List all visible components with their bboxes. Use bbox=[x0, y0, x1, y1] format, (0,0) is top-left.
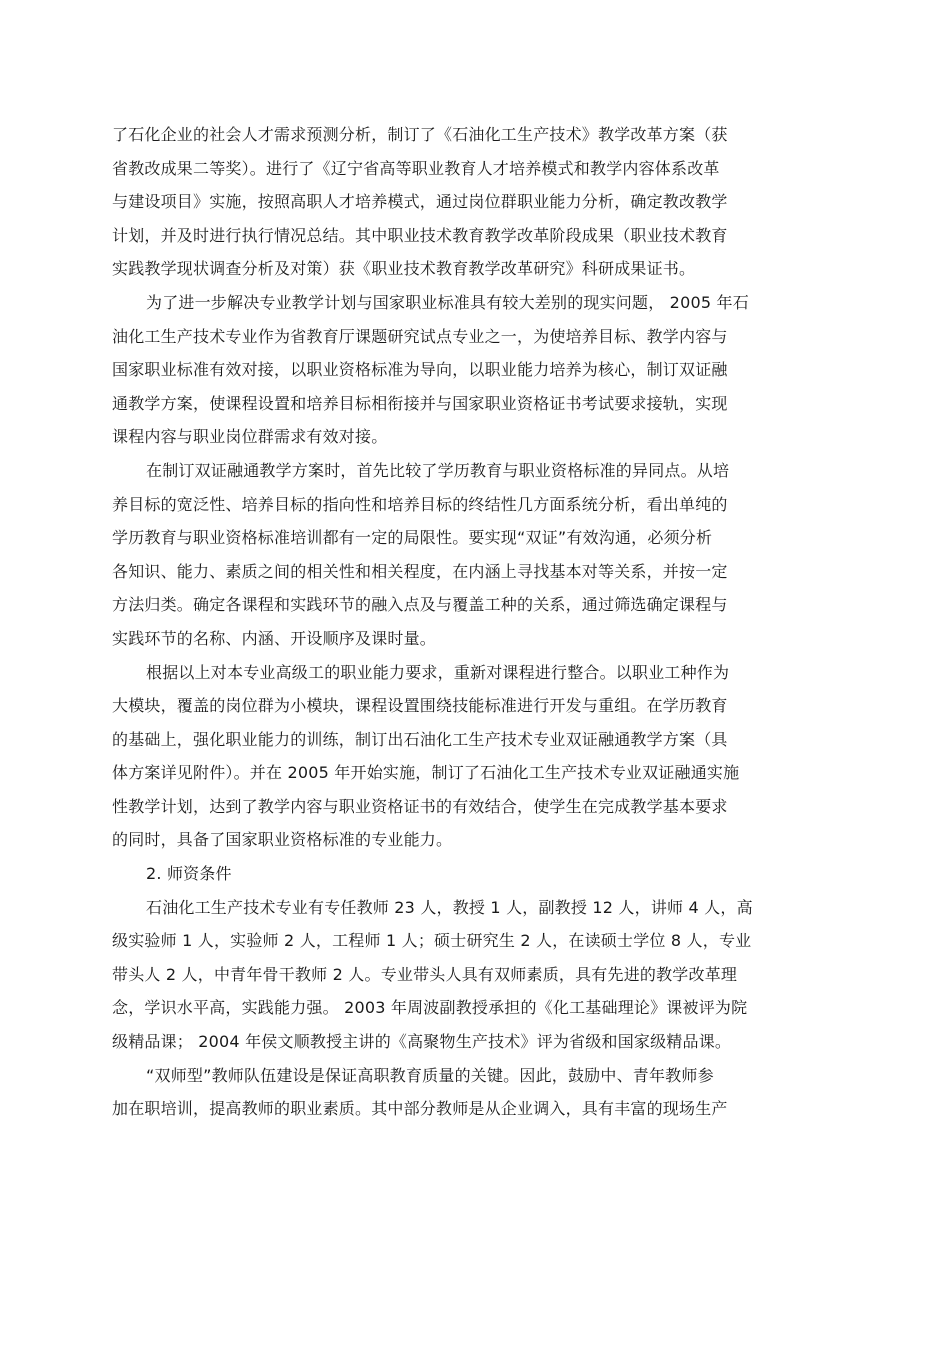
text-line: 与建设项目》实施，按照高职人才培养模式，通过岗位群职业能力分析，确定教改教学 bbox=[112, 192, 728, 212]
text-line: 大模块，覆盖的岗位群为小模块，课程设置围绕技能标准进行开发与重组。在学历教育 bbox=[112, 696, 728, 716]
text-line: 为了进一步解决专业教学计划与国家职业标准具有较大差别的现实问题， 2005 年石 bbox=[146, 292, 749, 312]
text-line: 方法归类。确定各课程和实践环节的融入点及与覆盖工种的关系，通过筛选确定课程与 bbox=[112, 595, 728, 615]
text-line: 石油化工生产技术专业有专任教师 23 人，教授 1 人，副教授 12 人，讲师 4 人，高 bbox=[146, 897, 753, 917]
text-line: 级实验师 1 人，实验师 2 人，工程师 1 人；硕士研究生 2 人，在读硕士学位 8 人，专业 bbox=[112, 931, 752, 951]
text-line: 带头人 2 人，中青年骨干教师 2 人。专业带头人具有双师素质，具有先进的教学改革理 bbox=[112, 964, 738, 984]
text-line: 念，学识水平高，实践能力强。 2003 年周波副教授承担的《化工基础理论》课被评为院 bbox=[112, 998, 748, 1018]
body-text bbox=[112, 118, 842, 1126]
text-line: 了石化企业的社会人才需求预测分析，制订了《石油化工生产技术》教学改革方案（获 bbox=[112, 125, 728, 144]
text-line: 省教改成果二等奖）。进行了《辽宁省高等职业教育人才培养模式和教学内容体系改革 bbox=[112, 158, 720, 178]
text-line: 实践教学现状调查分析及对策）获《职业技术教育教学改革研究》科研成果证书。 bbox=[112, 259, 696, 279]
text-line: “双师型”教师队伍建设是保证高职教育质量的关键。因此，鼓励中、青年教师参 bbox=[146, 1065, 714, 1085]
text-line: 2. 师资条件 bbox=[146, 864, 232, 884]
text-line: 通教学方案，使课程设置和培养目标相衔接并与国家职业资格证书考试要求接轨，实现 bbox=[112, 393, 728, 413]
text-line: 油化工生产技术专业作为省教育厅课题研究试点专业之一，为使培养目标、教学内容与 bbox=[112, 326, 728, 346]
text-line: 学历教育与职业资格标准培训都有一定的局限性。要实现“双证”有效沟通，必须分析 bbox=[112, 528, 713, 548]
text-line: 的同时，具备了国家职业资格标准的专业能力。 bbox=[112, 830, 453, 850]
text-line: 计划，并及时进行执行情况总结。其中职业技术教育教学改革阶段成果（职业技术教育 bbox=[112, 225, 728, 245]
text-line: 体方案详见附件）。并在 2005 年开始实施，制订了石油化工生产技术专业双证融通实施 bbox=[112, 763, 740, 783]
text-line: 国家职业标准有效对接，以职业资格标准为导向，以职业能力培养为核心，制订双证融 bbox=[112, 360, 728, 380]
text-line: 加在职培训，提高教师的职业素质。其中部分教师是从企业调入，具有丰富的现场生产 bbox=[112, 1099, 728, 1119]
text-line: 实践环节的名称、内涵、开设顺序及课时量。 bbox=[112, 628, 437, 648]
text-line: 养目标的宽泛性、培养目标的指向性和培养目标的终结性几方面系统分析，看出单纯的 bbox=[112, 494, 728, 514]
text-line: 根据以上对本专业高级工的职业能力要求，重新对课程进行整合。以职业工种作为 bbox=[146, 662, 730, 682]
text-line: 在制订双证融通教学方案时，首先比较了学历教育与职业资格标准的异同点。从培 bbox=[146, 460, 730, 480]
text-line: 课程内容与职业岗位群需求有效对接。 bbox=[112, 427, 388, 447]
text-line: 各知识、能力、素质之间的相关性和相关程度，在内涵上寻找基本对等关系，并按一定 bbox=[112, 561, 728, 581]
text-line: 性教学计划，达到了教学内容与职业资格证书的有效结合，使学生在完成教学基本要求 bbox=[112, 796, 728, 816]
text-line: 级精品课； 2004 年侯文顺教授主讲的《高聚物生产技术》评为省级和国家级精品课。 bbox=[112, 1032, 732, 1052]
text-line: 的基础上，强化职业能力的训练，制订出石油化工生产技术专业双证融通教学方案（具 bbox=[112, 729, 728, 749]
